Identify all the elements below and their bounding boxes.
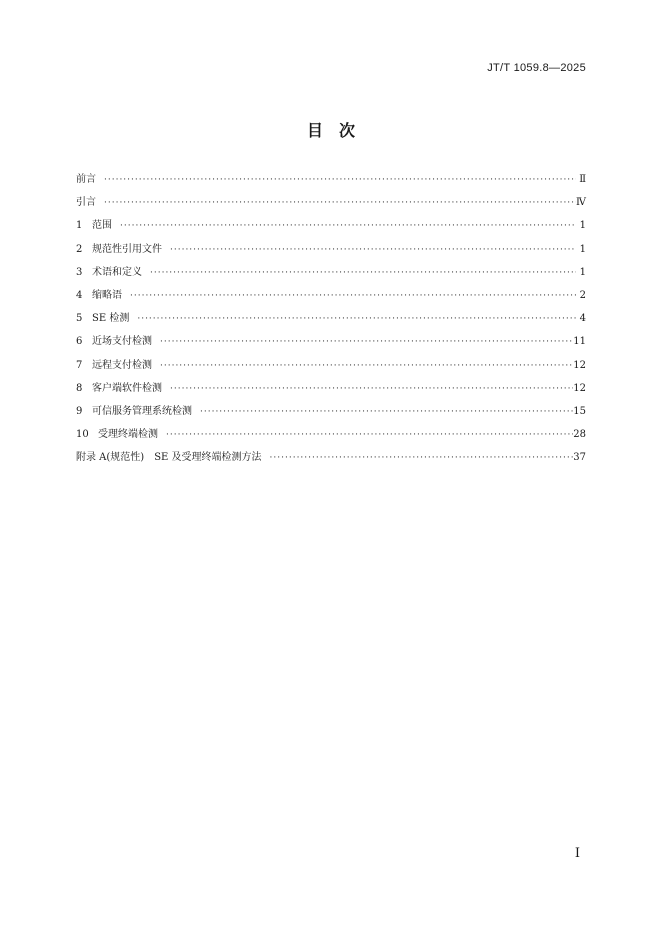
toc-entry-3[interactable] <box>76 263 586 286</box>
toc-leader-dots <box>196 407 573 417</box>
toc-leader-dots <box>156 361 573 371</box>
toc-entry-number: 8 <box>76 382 83 394</box>
toc-entry-label: 可信服务管理系统检测 <box>92 405 192 417</box>
toc-entry-label: 前言 <box>76 174 96 185</box>
toc-entry-6[interactable] <box>76 332 586 355</box>
toc-leader-dots <box>156 337 573 347</box>
toc-entry-page: 37 <box>573 452 586 464</box>
toc-entry-number: 9 <box>76 405 83 417</box>
toc-title: 目 次 <box>306 121 355 140</box>
toc-entry-8[interactable] <box>76 379 586 402</box>
toc-entry-annex-a[interactable] <box>76 448 586 471</box>
toc-entry-label: SE 检测 <box>92 313 130 325</box>
toc-leader-dots <box>100 175 576 185</box>
toc-entry-page: Ⅳ <box>576 197 586 209</box>
toc-entry-number: 2 <box>76 243 83 255</box>
table-of-contents <box>76 170 586 471</box>
toc-entry-number: 6 <box>76 336 83 348</box>
toc-entry-label: 范围 <box>92 220 112 232</box>
toc-entry-9[interactable] <box>76 402 586 425</box>
toc-entry-page: 12 <box>573 359 586 371</box>
toc-entry-number: 10 <box>76 429 89 441</box>
toc-entry-5[interactable] <box>76 309 586 332</box>
toc-entry-number: 7 <box>76 359 83 371</box>
toc-entry-1[interactable] <box>76 216 586 239</box>
toc-entry-page: 12 <box>573 382 586 394</box>
toc-entry-label: 远程支付检测 <box>92 359 152 371</box>
toc-entry-page: Ⅱ <box>579 174 586 185</box>
toc-entry-2[interactable] <box>76 240 586 263</box>
toc-entry-page: 4 <box>579 313 586 325</box>
toc-entry-label: 受理终端检测 <box>98 429 158 441</box>
toc-entry-7[interactable] <box>76 356 586 379</box>
toc-entry-label: 近场支付检测 <box>92 336 152 348</box>
toc-entry-page: 1 <box>579 220 586 232</box>
toc-entry-number: 4 <box>76 289 83 301</box>
toc-leader-dots <box>126 291 576 301</box>
toc-entry-foreword[interactable] <box>76 170 586 193</box>
toc-entry-label: 术语和定义 <box>92 266 142 278</box>
toc-entry-label: 缩略语 <box>92 289 122 301</box>
toc-entry-label: 附录 A(规范性) SE 及受理终端检测方法 <box>76 452 262 464</box>
toc-entry-10[interactable] <box>76 425 586 448</box>
toc-entry-number: 3 <box>76 266 83 278</box>
toc-entry-introduction[interactable] <box>76 193 586 216</box>
toc-leader-dots <box>166 384 573 394</box>
toc-leader-dots <box>166 245 576 255</box>
page-folio: Ⅰ <box>574 846 580 861</box>
toc-entry-number: 1 <box>76 220 83 232</box>
toc-entry-page: 2 <box>579 289 586 301</box>
toc-leader-dots <box>146 268 576 278</box>
toc-entry-number: 5 <box>76 313 83 325</box>
toc-entry-page: 1 <box>579 266 586 278</box>
toc-entry-label: 客户端软件检测 <box>92 382 162 394</box>
standard-number: JT/T 1059.8—2025 <box>487 62 586 74</box>
toc-entry-label: 规范性引用文件 <box>92 243 162 255</box>
toc-leader-dots <box>100 198 576 208</box>
toc-entry-page: 28 <box>573 429 586 441</box>
toc-entry-page: 15 <box>573 405 586 417</box>
toc-leader-dots <box>116 221 576 231</box>
toc-entry-page: 1 <box>579 243 586 255</box>
toc-entry-4[interactable] <box>76 286 586 309</box>
toc-leader-dots <box>266 453 574 463</box>
toc-entry-label: 引言 <box>76 197 96 209</box>
toc-leader-dots <box>133 314 576 324</box>
toc-leader-dots <box>162 430 573 440</box>
toc-entry-page: 11 <box>573 336 586 348</box>
